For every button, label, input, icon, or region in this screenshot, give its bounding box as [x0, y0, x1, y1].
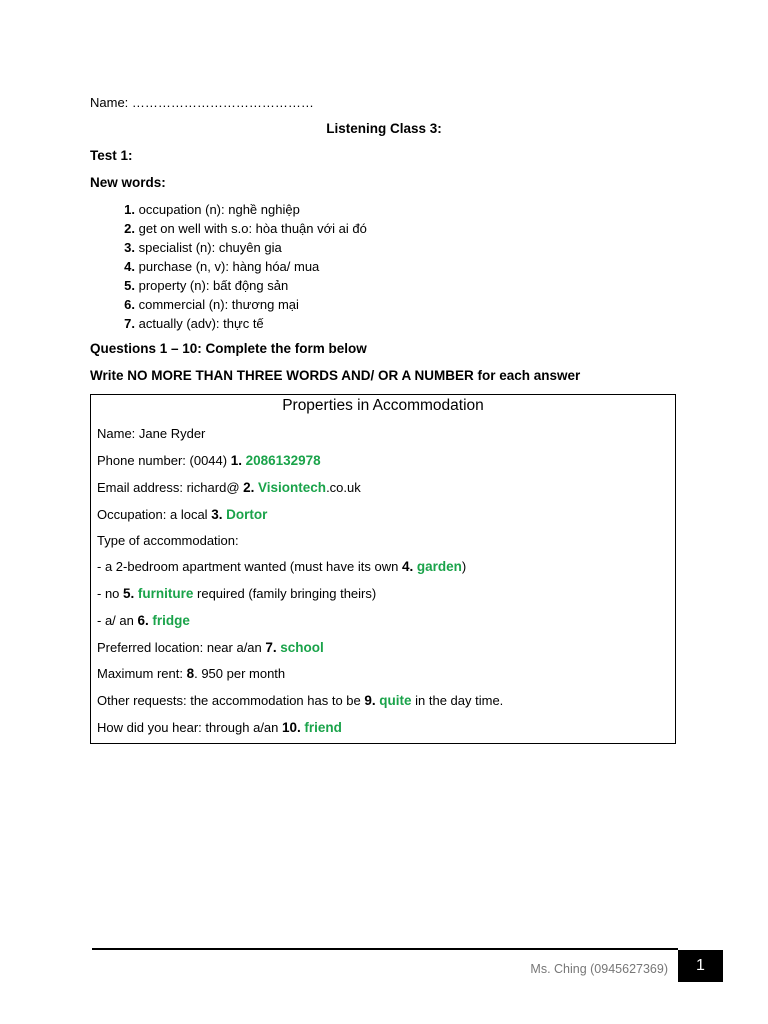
question-text-after: required (family bringing theirs) [193, 586, 377, 601]
answer-text: friend [304, 720, 342, 735]
answer-text: fridge [152, 613, 190, 628]
question-text: - a 2-bedroom apartment wanted (must have its own [97, 559, 402, 574]
form-row-q6 [97, 613, 190, 628]
question-number: 2. [243, 480, 255, 495]
form-row-name [97, 426, 205, 441]
form-title: Properties in Accommodation [282, 397, 484, 414]
row-text: Type of accommodation: [97, 533, 239, 548]
question-text-after: .co.uk [326, 480, 361, 495]
list-item [90, 258, 367, 277]
question-number: 3. [211, 507, 223, 522]
footer-divider [92, 948, 678, 950]
answer-text: garden [416, 559, 462, 574]
list-item [90, 220, 367, 239]
question-text: Occupation: a local [97, 507, 212, 522]
question-text: Preferred location: near a/an [97, 640, 266, 655]
question-text: Maximum rent: [97, 666, 187, 681]
list-number: 6. [124, 297, 135, 312]
list-number: 3. [124, 240, 135, 255]
answer-text: Visiontech [258, 480, 327, 495]
form-row-q3 [97, 507, 267, 522]
list-number: 4. [124, 259, 135, 274]
list-number: 1. [124, 202, 135, 217]
question-text-after: ) [461, 559, 467, 574]
form-row-q4 [97, 559, 466, 574]
answer-form-box [90, 394, 676, 744]
document-title: Listening Class 3: [326, 121, 442, 136]
row-text: Name: Jane Ryder [97, 426, 206, 441]
list-item [90, 296, 367, 315]
list-number: 5. [124, 278, 135, 293]
question-text-after: in the day time. [411, 693, 504, 708]
list-item [90, 201, 367, 220]
vocab-text: occupation (n): nghề nghiệp [138, 202, 300, 217]
question-number: 6. [137, 613, 149, 628]
form-row-q9 [97, 693, 503, 708]
question-number: 8 [186, 666, 195, 681]
questions-heading: Questions 1 – 10: Complete the form below [90, 341, 367, 356]
list-item [90, 239, 367, 258]
list-item [90, 277, 367, 296]
form-row-type [97, 533, 239, 548]
instructions-text: Write NO MORE THAN THREE WORDS AND/ OR A NUMBER for each answer [90, 368, 581, 383]
footer-author: Ms. Ching (0945627369) [530, 962, 668, 976]
question-number: 7. [265, 640, 277, 655]
form-row-q8 [97, 666, 285, 681]
question-number: 9. [364, 693, 376, 708]
question-text: Other requests: the accommodation has to be [97, 693, 365, 708]
answer-text: school [280, 640, 324, 655]
question-text: How did you hear: through a/an [97, 720, 283, 735]
vocab-text: get on well with s.o: hòa thuận với ai đó [138, 221, 367, 236]
page-number: 1 [696, 957, 705, 974]
question-text: - no [97, 586, 124, 601]
list-number: 7. [124, 316, 135, 331]
answer-text: Dortor [226, 507, 268, 522]
vocab-text: property (n): bất động sản [138, 278, 289, 293]
list-item [90, 315, 367, 334]
vocab-text: specialist (n): chuyên gia [138, 240, 282, 255]
question-text: Phone number: (0044) [97, 453, 231, 468]
form-row-q10 [97, 720, 342, 735]
name-field-line: Name: …………………………………… [90, 95, 314, 110]
question-number: 1. [230, 453, 242, 468]
list-number: 2. [124, 221, 135, 236]
test-label: Test 1: [90, 148, 133, 163]
question-number: 4. [401, 559, 414, 574]
answer-text: furniture [137, 586, 194, 601]
form-row-q1 [97, 453, 321, 468]
answer-text: quite [379, 693, 412, 708]
form-row-q2 [97, 480, 361, 495]
new-words-heading: New words: [90, 175, 166, 190]
vocab-text: commercial (n): thương mại [138, 297, 299, 312]
vocab-list [90, 201, 367, 334]
question-number: 10. [282, 720, 301, 735]
vocab-text: purchase (n, v): hàng hóa/ mua [138, 259, 320, 274]
answer-text: 2086132978 [245, 453, 321, 468]
question-text: - a/ an [97, 613, 138, 628]
vocab-text: actually (adv): thực tế [138, 316, 264, 331]
page-number-badge [678, 950, 723, 982]
form-row-q7 [97, 640, 324, 655]
form-row-q5 [97, 586, 376, 601]
question-number: 5. [123, 586, 135, 601]
question-text: Email address: richard@ [97, 480, 244, 495]
question-text-after: . 950 per month [194, 666, 286, 681]
